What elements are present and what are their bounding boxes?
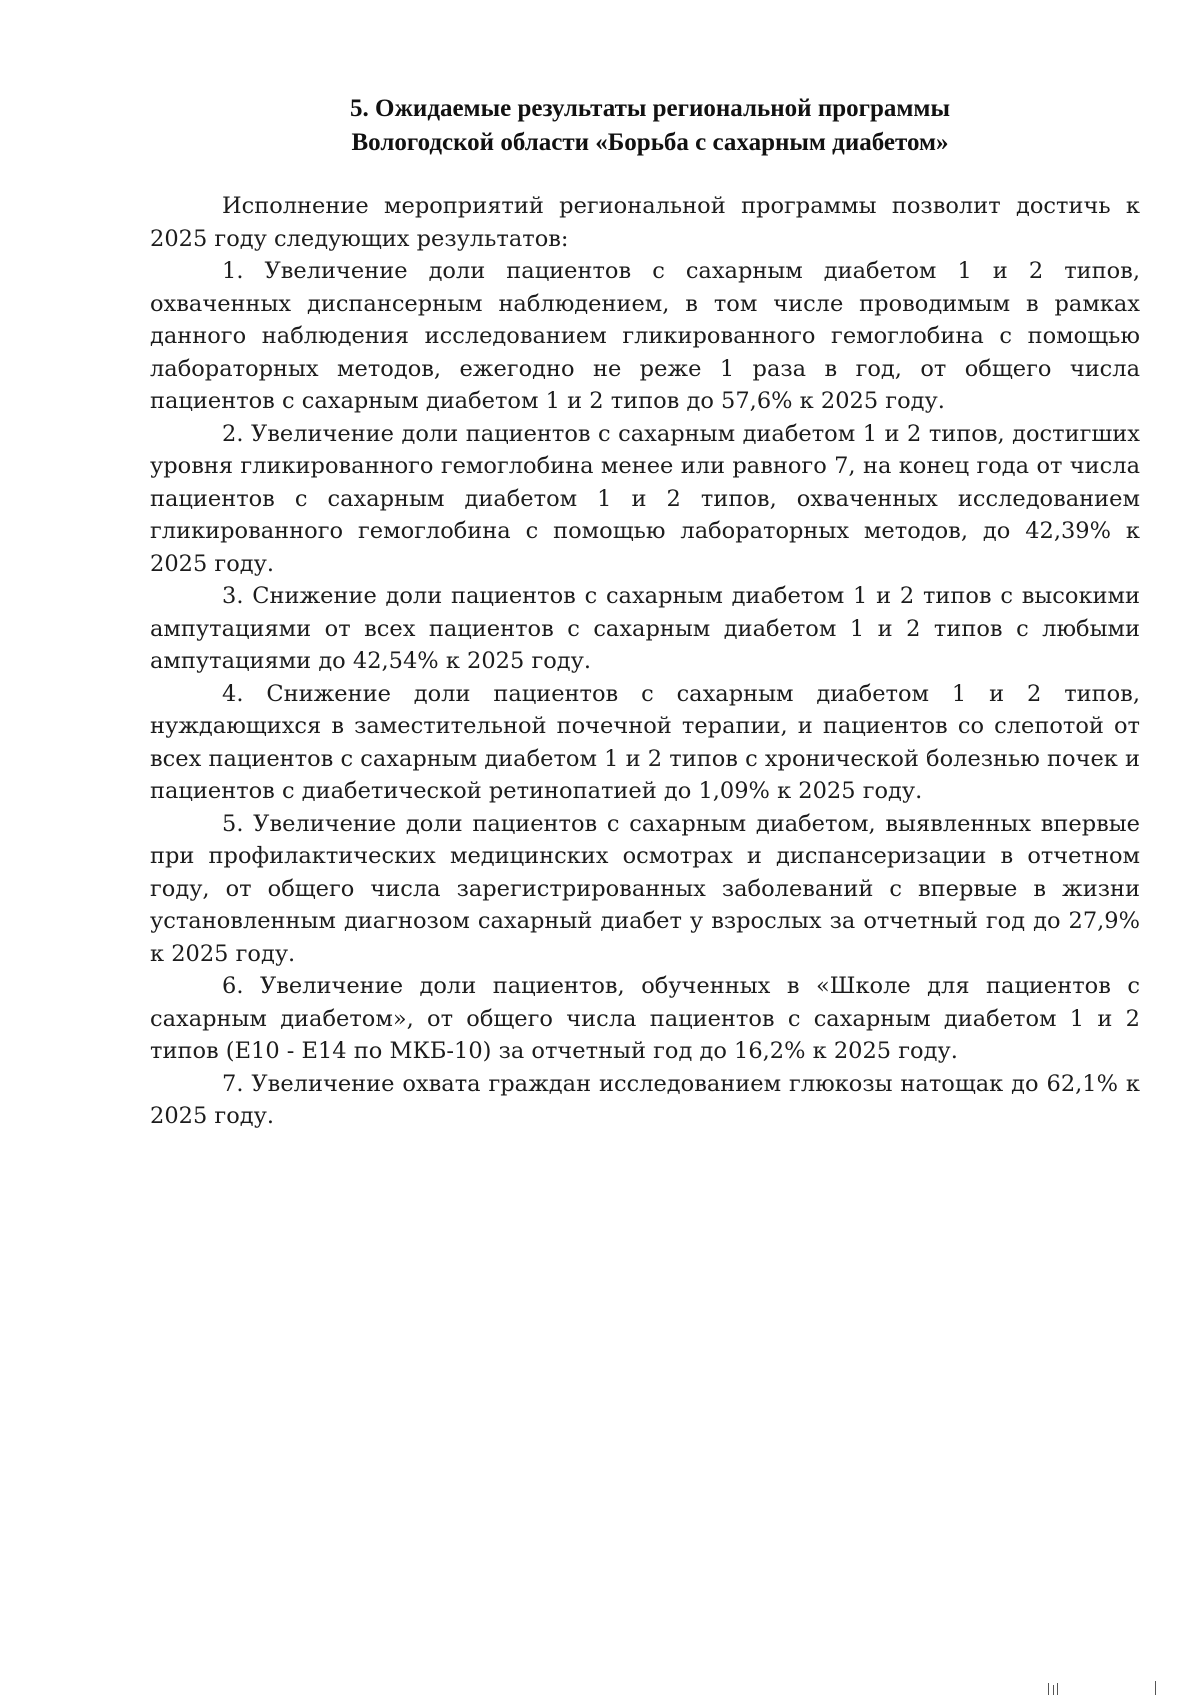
section-heading-line-2: Вологодской области «Борьба с сахарным диабетом» bbox=[351, 129, 949, 156]
intro-paragraph: Исполнение мероприятий региональной программы позволит достичь к 2025 году следующих результатов: bbox=[150, 193, 1140, 252]
result-item-6: 6. Увеличение доли пациентов, обученных в «Школе для пациентов с сахарным диабетом», от общего числа пациентов с сахарным диабетом 1 и 2 типов (E10 - E14 по МКБ-10) за отчетный год до 16,2% к 2025 году. bbox=[150, 973, 1140, 1064]
scan-edge-marks bbox=[1040, 1681, 1170, 1695]
section-heading bbox=[150, 92, 1150, 160]
section-body bbox=[150, 190, 1140, 1133]
result-item-3: 3. Снижение доли пациентов с сахарным диабетом 1 и 2 типов с высокими ампутациями от всех пациентов с сахарным диабетом 1 и 2 типов с любыми ампутациями до 42,54% к 2025 году. bbox=[150, 583, 1140, 674]
result-item-4: 4. Снижение доли пациентов с сахарным диабетом 1 и 2 типов, нуждающихся в заместительной почечной терапии, и пациентов со слепотой от всех пациентов с сахарным диабетом 1 и 2 типов с хронической болезнью почек и пациентов с диабетической ретинопатией до 1,09% к 2025 году. bbox=[150, 680, 1140, 804]
result-item-2: 2. Увеличение доли пациентов с сахарным диабетом 1 и 2 типов, достигших уровня гликированного гемоглобина менее или равного 7, на конец года от числа пациентов с сахарным диабетом 1 и 2 типов, охваченных исследованием гликированного гемоглобина с помощью лабораторных методов, до 42,39% к 2025 году. bbox=[150, 420, 1140, 577]
result-item-7: 7. Увеличение охвата граждан исследованием глюкозы натощак до 62,1% к 2025 году. bbox=[150, 1070, 1140, 1129]
result-item-1: 1. Увеличение доли пациентов с сахарным диабетом 1 и 2 типов, охваченных диспансерным наблюдением, в том числе проводимым в рамках данного наблюдения исследованием гликированного гемоглобина с помощью лабораторных методов, ежегодно не реже 1 раза в год, от общего числа пациентов с сахарным диабетом 1 и 2 типов до 57,6% к 2025 году. bbox=[150, 258, 1140, 414]
result-item-5: 5. Увеличение доли пациентов с сахарным диабетом, выявленных впервые при профилактических медицинских осмотрах и диспансеризации в отчетном году, от общего числа зарегистрированных заболеваний с впервые в жизни установленным диагнозом сахарный диабет у взрослых за отчетный год до 27,9% к 2025 году. bbox=[150, 810, 1140, 967]
section-heading-line-1: 5. Ожидаемые результаты региональной программы bbox=[350, 95, 950, 122]
